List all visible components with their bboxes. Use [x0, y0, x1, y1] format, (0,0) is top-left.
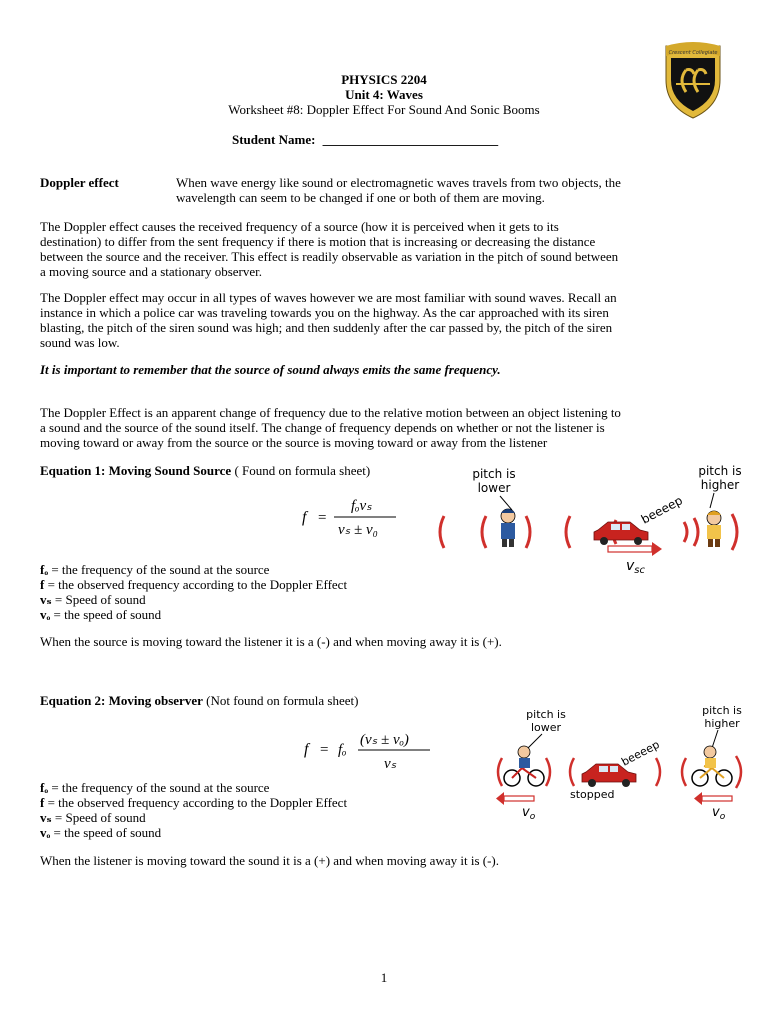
student-name-label: Student Name: [232, 132, 316, 147]
equation1-heading-row [40, 463, 370, 478]
definition-item: vₒ = the speed of sound [40, 825, 162, 840]
definition-term: Doppler effect [40, 175, 119, 190]
equation2-sign-rule: When the listener is moving toward the sound it is a (+) and when moving away it is (-). [40, 853, 499, 868]
definition-line: When wave energy like sound or electromagnetic waves travels from two objects, the [176, 175, 621, 190]
stopped-car-icon [582, 764, 636, 787]
fig1-sound-text: beeeep [638, 493, 685, 527]
equation1-definitions [40, 562, 460, 622]
definition-item: f = the observed frequency according to the Doppler Effect [40, 795, 348, 810]
equation1-formula [296, 494, 406, 542]
equation2-heading: Equation 2: Moving observer [40, 693, 203, 708]
equation2-definitions [40, 780, 460, 840]
moving-source-diagram [430, 458, 750, 573]
paragraph-line: instance in which a police car was traveling towards you on the highway. As the car approached with its siren [40, 305, 609, 320]
student-name-row [232, 132, 498, 147]
eq1-denominator: vₛ ± v₀ [338, 522, 378, 538]
observer-velocity-arrow-left [496, 792, 534, 805]
fig1-label-lower-1: pitch is [472, 467, 516, 481]
paragraph-line: moving toward or away from the source or the source is moving toward or away from the listener [40, 435, 548, 450]
definition-item: fₒ = the frequency of the sound at the source [40, 562, 270, 577]
definition-item: f = the observed frequency according to the Doppler Effect [40, 577, 348, 592]
eq2-lhs: f [304, 741, 309, 758]
cyclist-left-icon [504, 746, 544, 786]
paragraph-line: The Doppler Effect is an apparent change of frequency due to the relative motion between an object listening to [40, 405, 621, 420]
observer-velocity-arrow-right [694, 792, 732, 805]
definition-item: vₛ = Speed of sound [40, 592, 146, 607]
paragraph-line: The Doppler effect may occur in all types of waves however we are most familiar with sound waves. Recall an [40, 290, 617, 305]
police-car-icon [594, 522, 648, 545]
fig2-velocity-right: $v_o$ [712, 805, 726, 820]
paragraph-line: sound was low. [40, 335, 120, 350]
crest-motto: Crescent Collegiate [668, 50, 718, 56]
paragraph-3 [40, 405, 730, 450]
equation1-heading: Equation 1: Moving Sound Source [40, 463, 232, 478]
definition-text [176, 175, 736, 205]
equation2-heading-row [40, 693, 358, 708]
eq1-lhs: f [302, 509, 307, 526]
definition-item: vₒ = the speed of sound [40, 607, 162, 622]
eq2-numerator: (vₛ ± vₒ) [360, 732, 409, 748]
fig2-label-higher-1: pitch is [702, 704, 742, 717]
definition-line: wavelength can seem to be changed if one or both of them are moving. [176, 190, 545, 205]
eq2-equals: = [320, 742, 329, 758]
listener-right-icon [707, 511, 721, 547]
student-name-blank[interactable]: ___________________________ [322, 132, 499, 147]
fig2-label-higher-2: higher [704, 717, 740, 730]
important-note: It is important to remember that the source of sound always emits the same frequency. [40, 362, 501, 377]
fig1-label-higher-2: higher [700, 478, 740, 492]
definition-item: fₒ = the frequency of the sound at the source [40, 780, 270, 795]
cyclist-right-icon [692, 746, 732, 786]
eq2-factor: fₒ [338, 742, 347, 758]
fig2-velocity-left: $v_o$ [522, 805, 536, 820]
fig1-label-higher-1: pitch is [698, 464, 742, 478]
worksheet-title: Worksheet #8: Doppler Effect For Sound And Sonic Booms [228, 102, 540, 117]
paragraph-line: destination) to differ from the sent frequency if there is motion that is increasing or decreasing the distance [40, 234, 596, 249]
fig1-velocity: $v_{sc}$ [626, 558, 646, 573]
eq1-numerator: fₒvₛ [351, 498, 372, 514]
paragraph-line: The Doppler effect causes the received frequency of a source (how it is perceived when it gets to its [40, 219, 559, 234]
listener-left-icon [501, 509, 515, 547]
course-title: PHYSICS 2204 [341, 72, 427, 87]
equation2-note: (Not found on formula sheet) [202, 693, 359, 708]
definition-item: vₛ = Speed of sound [40, 810, 146, 825]
fig2-label-lower-1: pitch is [526, 708, 566, 721]
paragraph-line: a sound and the source of the sound itself. The change of frequency depends on whether or not the listener is [40, 420, 605, 435]
equation1-note: ( Found on formula sheet) [231, 463, 371, 478]
fig1-label-lower-2: lower [477, 481, 511, 495]
fig2-label-lower-2: lower [530, 721, 562, 734]
source-velocity-arrow [608, 542, 662, 556]
fig2-stopped-label: stopped [570, 788, 615, 801]
eq2-denominator: vₛ [384, 756, 397, 772]
school-crest [662, 40, 724, 120]
eq1-equals: = [318, 510, 327, 526]
fig2-sound-text: beeeep [619, 737, 662, 769]
moving-observer-diagram [490, 700, 750, 820]
equation1-sign-rule: When the source is moving toward the listener it is a (-) and when moving away it is (+). [40, 634, 502, 649]
crest-icon [662, 40, 724, 120]
paragraph-line: blasting, the pitch of the siren sound was high; and then suddenly after the car passed by, the pitch of the siren [40, 320, 613, 335]
paragraph-line: a moving source and a stationary observer. [40, 264, 263, 279]
paragraph-1 [40, 219, 730, 279]
paragraph-2 [40, 290, 730, 350]
unit-title: Unit 4: Waves [345, 87, 423, 102]
paragraph-line: between the source and the receiver. This effect is readily observable as variation in the pitch of sound between [40, 249, 619, 264]
equation2-formula [300, 728, 440, 776]
page-number: 1 [380, 970, 388, 985]
sound-wave-fronts [440, 514, 737, 550]
